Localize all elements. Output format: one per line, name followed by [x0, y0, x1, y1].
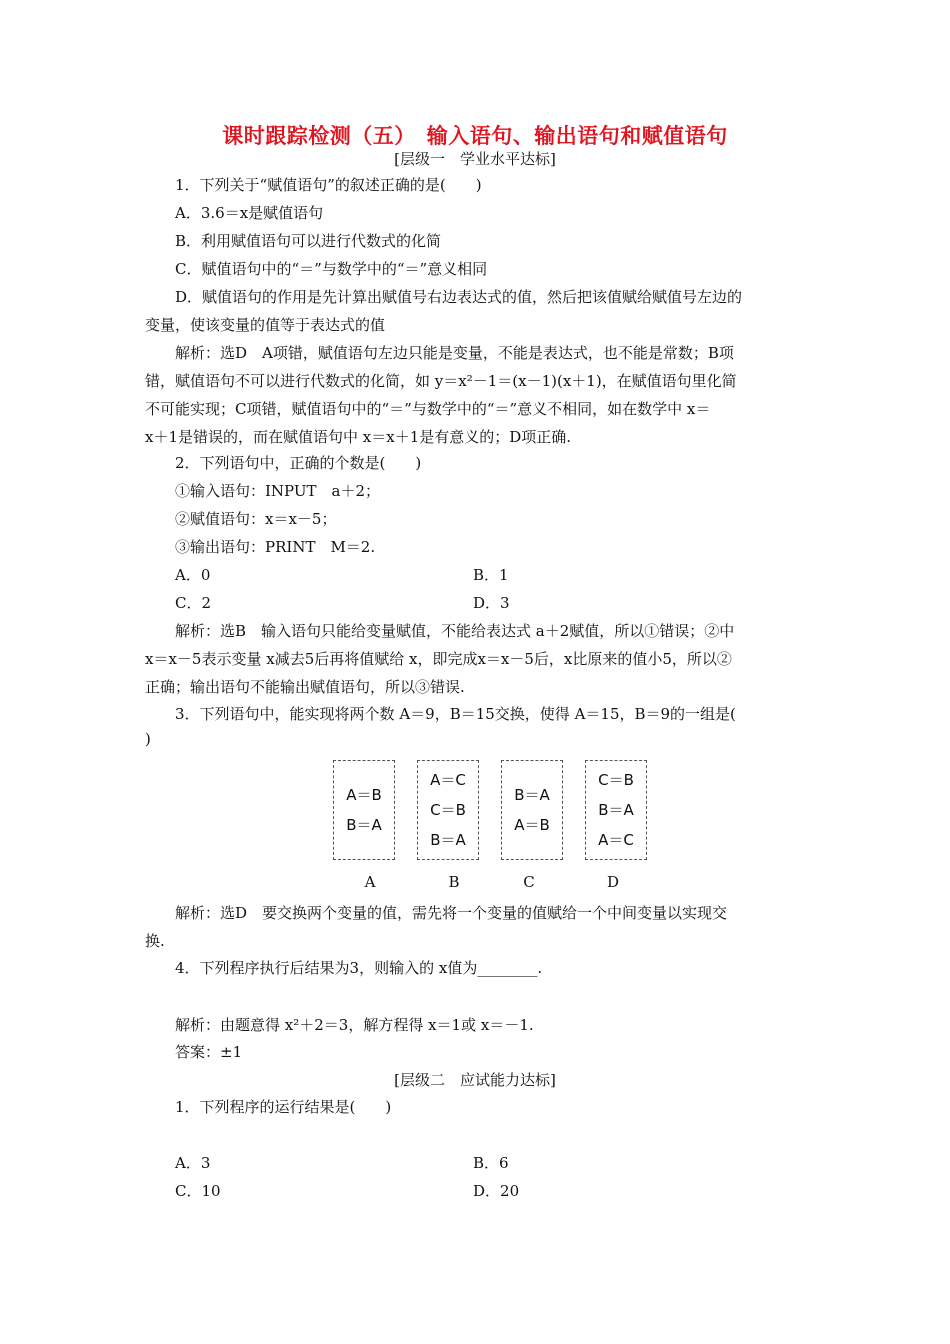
q1-option-c: C．赋值语句中的“＝”与数学中的“＝”意义相同 [175, 260, 488, 278]
q2-statement-1: ①输入语句：INPUT a＋2； [175, 482, 381, 500]
q2-statement-3: ③输出语句：PRINT M＝2. [175, 538, 376, 556]
q3-box-a-label: A [364, 873, 376, 891]
q3-box-d-line1: C＝B [598, 771, 634, 789]
q1-option-a: A．3.6＝x是赋值语句 [175, 204, 324, 222]
q3-box-c-label: C [523, 873, 535, 891]
q1-solution-line2: 错，赋值语句不可以进行代数式的化简，如 y＝x²－1＝(x－1)(x＋1)，在赋值语句里化简 [145, 372, 737, 390]
page-title: 课时跟踪检测（五） 输入语句、输出语句和赋值语句 [222, 124, 728, 148]
p1-stem: 1．下列程序的运行结果是( ) [175, 1098, 392, 1116]
p1-option-a: A．3 [175, 1154, 211, 1172]
q3-program-box-c [501, 760, 563, 860]
q1-option-b: B．利用赋值语句可以进行代数式的化简 [175, 232, 442, 250]
p1-option-d: D．20 [473, 1182, 520, 1200]
q3-box-b-label: B [448, 873, 460, 891]
q3-box-a-line1: A＝B [346, 786, 382, 804]
q4-answer: 答案：±1 [175, 1043, 243, 1061]
q3-box-d-label: D [606, 873, 620, 891]
q1-option-d: D．赋值语句的作用是先计算出赋值号右边表达式的值，然后把该值赋给赋值号左边的 [175, 288, 743, 306]
level-two-heading: [层级二 应试能力达标] [394, 1071, 556, 1089]
q2-statement-2: ②赋值语句：x＝x－5； [175, 510, 337, 528]
q3-box-d-line3: A＝C [598, 831, 634, 849]
q4-solution: 解析：由题意得 x²＋2＝3，解方程得 x＝1或 x＝－1. [175, 1016, 534, 1034]
p1-option-b: B．6 [473, 1154, 509, 1172]
q1-solution-line4: x＋1是错误的，而在赋值语句中 x＝x＋1是有意义的；D项正确. [145, 428, 572, 446]
q3-box-c-line2: A＝B [514, 816, 550, 834]
q2-option-d: D．3 [473, 594, 510, 612]
q3-box-a-line2: B＝A [346, 816, 382, 834]
q4-stem: 4．下列程序执行后结果为3，则输入的 x值为________. [175, 959, 543, 977]
q1-option-d-cont: 变量，使该变量的值等于表达式的值 [145, 316, 386, 334]
q1-solution-line3: 不可能实现；C项错，赋值语句中的“＝”与数学中的“＝”意义不相同，如在数学中 x＝ [145, 400, 711, 418]
level-one-heading: [层级一 学业水平达标] [394, 150, 556, 168]
q3-box-d-line2: B＝A [598, 801, 634, 819]
q1-stem: 1．下列关于“赋值语句”的叙述正确的是( ) [175, 176, 482, 194]
q3-stem-cont: ) [145, 730, 151, 748]
q3-solution-line2: 换. [145, 932, 165, 950]
q3-solution: 解析：选D 要交换两个变量的值，需先将一个变量的值赋给一个中间变量以实现交 [175, 904, 728, 922]
q2-solution-line3: 正确；输出语句不能输出赋值语句，所以③错误. [145, 678, 465, 696]
q3-box-c-line1: B＝A [514, 786, 550, 804]
q2-solution: 解析：选B 输入语句只能给变量赋值，不能给表达式 a＋2赋值，所以①错误；②中 [175, 622, 735, 640]
q2-option-b: B．1 [473, 566, 509, 584]
q2-solution-line2: x＝x－5表示变量 x减去5后再将值赋给 x，即完成x＝x－5后，x比原来的值小5，所以② [145, 650, 732, 668]
q2-option-c: C．2 [175, 594, 212, 612]
q3-program-box-b [417, 760, 479, 860]
q2-option-a: A．0 [175, 566, 211, 584]
q3-box-b-line3: B＝A [430, 831, 466, 849]
q3-program-box-a [333, 760, 395, 860]
q3-program-box-d [585, 760, 647, 860]
q3-stem: 3．下列语句中，能实现将两个数 A＝9，B＝15交换，使得 A＝15，B＝9的一组是( [175, 705, 736, 723]
q1-solution: 解析：选D A项错，赋值语句左边只能是变量，不能是表达式，也不能是常数；B项 [175, 344, 734, 362]
q3-box-b-line2: C＝B [430, 801, 466, 819]
p1-option-c: C．10 [175, 1182, 221, 1200]
q3-box-b-line1: A＝C [430, 771, 466, 789]
q2-stem: 2．下列语句中，正确的个数是( ) [175, 454, 422, 472]
